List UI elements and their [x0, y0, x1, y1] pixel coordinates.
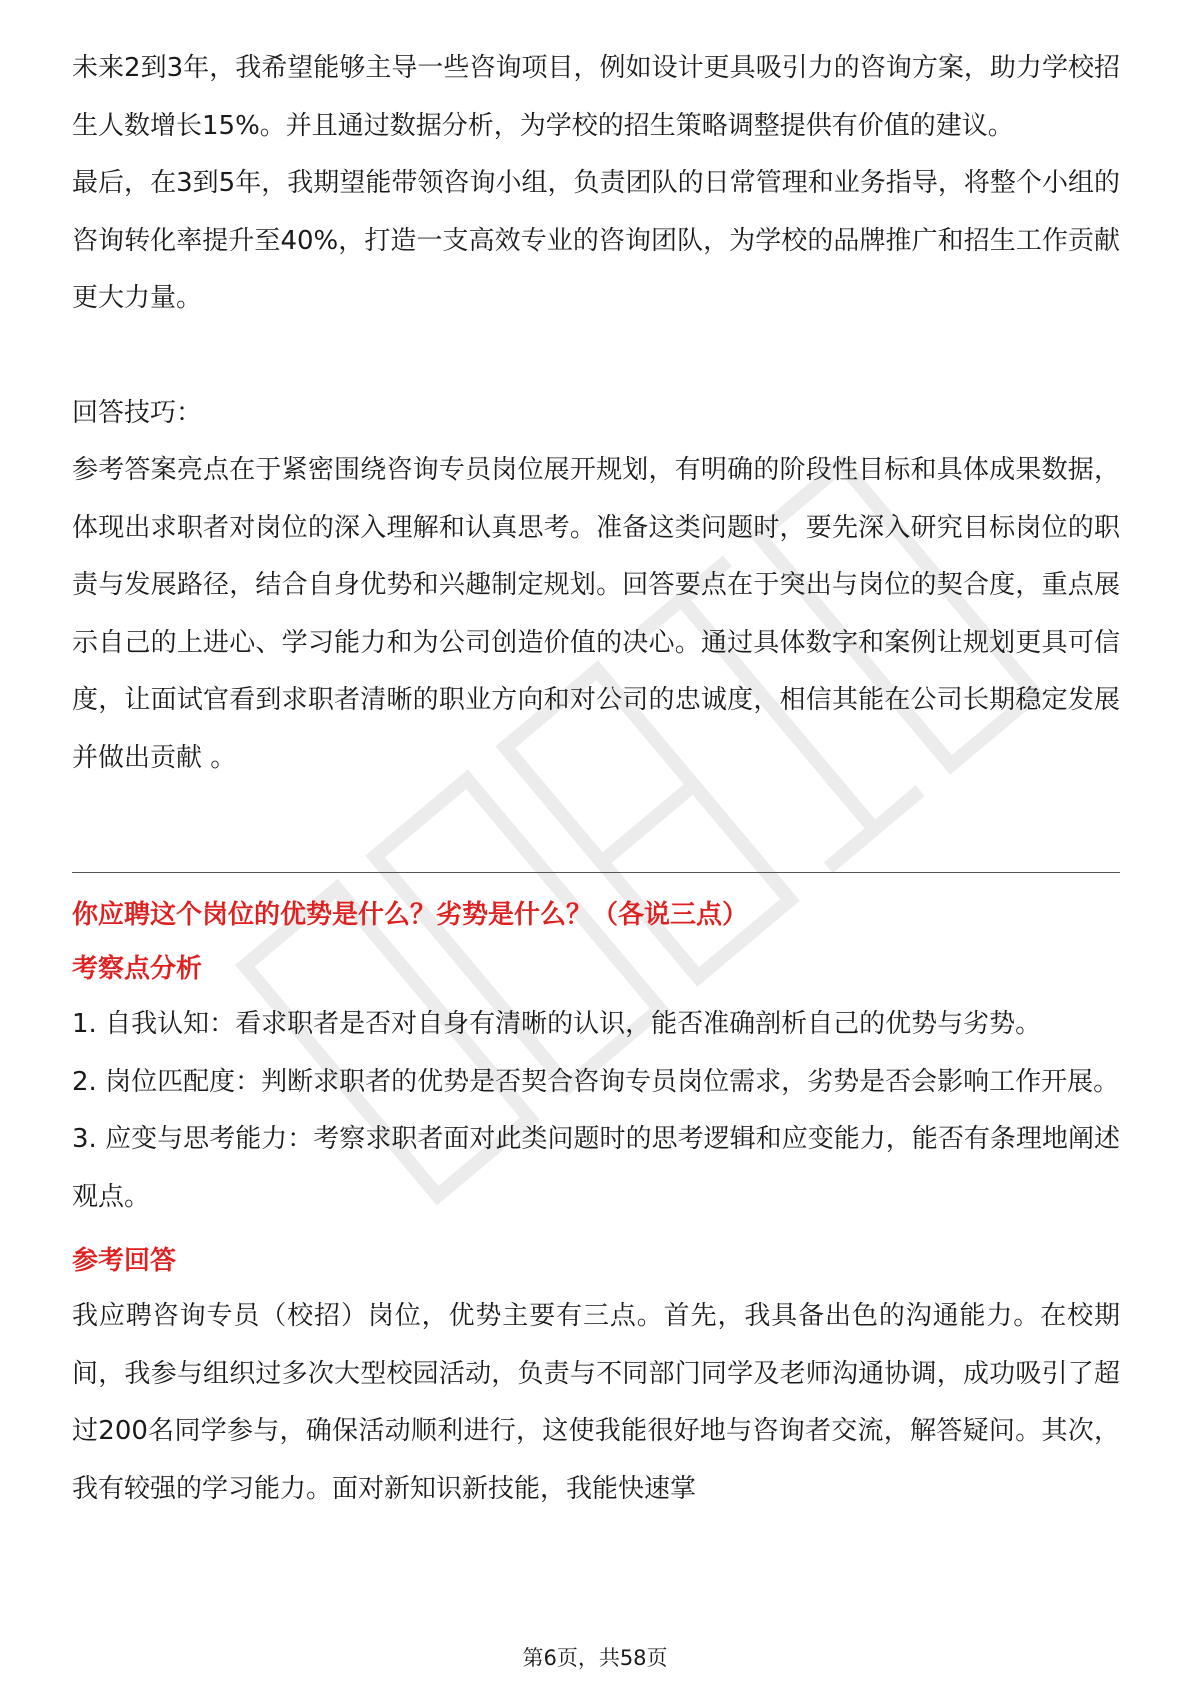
tips-paragraph: 参考答案亮点在于紧密围绕咨询专员岗位展开规划，有明确的阶段性目标和具体成果数据，体现出求职者对岗位的深入理解和认真思考。准备这类问题时，要先深入研究目标岗位的职责与发展路径，结合自身优势和兴趣制定规划。回答要点在于突出与岗位的契合度，重点展示自己的上进心、学习能力和为公司创造价值的决心。通过具体数字和案例让规划更具可信度，让面试官看到求职者清晰的职业方向和对公司的忠诚度，相信其能在公司长期稳定发展并做出贡献 。	[72, 455, 1120, 773]
reference-answer: 我应聘咨询专员（校招）岗位，优势主要有三点。首先，我具备出色的沟通能力。在校期间，我参与组织过多次大型校园活动，负责与不同部门同学及老师沟通协调，成功吸引了超过200名同学参与，确保活动顺利进行，这使我能很好地与咨询者交流，解答疑问。其次，我有较强的学习能力。面对新知识新技能，我能快速掌	[72, 1301, 1120, 1504]
spacer	[72, 328, 1120, 385]
page-number: 第6页，共58页	[522, 1646, 668, 1670]
analysis-item: 1. 自我认知：看求职者是否对自身有清晰的认识，能否准确剖析自己的优势与劣势。	[72, 1009, 1042, 1039]
document-body	[72, 40, 1120, 787]
analysis-item: 2. 岗位匹配度：判断求职者的优势是否契合咨询专员岗位需求，劣势是否会影响工作开展。	[72, 1066, 1120, 1097]
analysis-heading: 考察点分析	[72, 954, 203, 984]
section-divider	[72, 872, 1120, 873]
question-section	[72, 888, 1120, 1518]
question-title: 你应聘这个岗位的优势是什么？劣势是什么？（各说三点）	[72, 900, 749, 930]
reference-heading: 参考回答	[72, 1246, 177, 1276]
career-plan-paragraph-1: 未来2到3年，我希望能够主导一些咨询项目，例如设计更具吸引力的咨询方案，助力学校招生人数增长15%。并且通过数据分析，为学校的招生策略调整提供有价值的建议。	[72, 53, 1120, 141]
tips-label: 回答技巧：	[72, 397, 203, 428]
analysis-item: 3. 应变与思考能力：考察求职者面对此类问题时的思考逻辑和应变能力，能否有条理地阐述观点。	[72, 1124, 1120, 1212]
career-plan-paragraph-2: 最后，在3到5年，我期望能带领咨询小组，负责团队的日常管理和业务指导，将整个小组的咨询转化率提升至40%，打造一支高效专业的咨询团队，为学校的品牌推广和招生工作贡献更大力量。	[72, 168, 1120, 313]
